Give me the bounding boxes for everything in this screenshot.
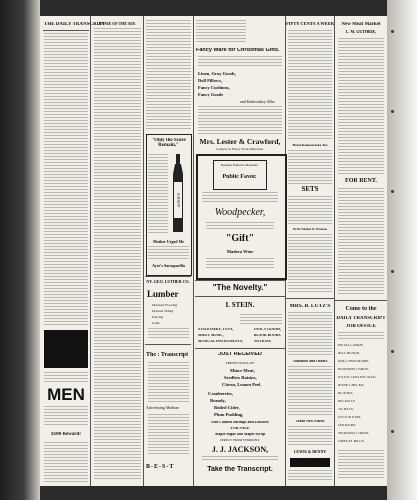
col1-text — [44, 33, 88, 325]
goods-item: Brandy, — [210, 399, 226, 403]
tomatoes-ad: Tomatoes and Others — [292, 360, 328, 363]
job-item: BUSINESS CARDS, — [338, 368, 369, 371]
lutz-ad: MRS. B. LUTZ'S — [289, 304, 331, 309]
job-item: HOTEL CARDS, — [338, 344, 364, 347]
canned-goods: Fine Canned Shrimps and Lobsters — [211, 421, 269, 424]
goods-item: Citron, Lemon Peel, — [222, 383, 262, 387]
men-ad-title: MEN — [47, 386, 85, 403]
paper-masthead: THE DAILY TRANSCRIPT — [44, 22, 105, 27]
tea-ad: Hotel-Kamouraska Tea — [292, 144, 328, 147]
job-item: BILL HEADS, — [338, 352, 360, 355]
best-text: B-E-S-T — [146, 464, 175, 470]
take-transcript: Take the Transcript. — [207, 466, 273, 473]
fancy-item: FANCY GOODS, — [254, 328, 281, 331]
stationery-item: MUSICAL INSTRUMENTS, — [198, 340, 243, 343]
for-sale: FOR SALE — [230, 427, 250, 430]
reward-ad: $100 Reward! — [51, 432, 81, 437]
job-item: RECEIPTS, — [338, 400, 356, 403]
lumber-company: NY. GEO. LUTHER CO. — [146, 280, 190, 284]
guthrie-name: L. M. GUTHRIE, — [345, 30, 377, 34]
lester-crawford: Mrs. Lester & Crawford, — [199, 138, 281, 146]
stein-name: I. STEIN. — [225, 302, 255, 309]
goods-item: Seedless Raisins, — [224, 376, 257, 380]
goods-item: Plum Pudding, — [214, 413, 244, 417]
fresh-stock: FRESH STOCK OF — [225, 362, 255, 365]
goods-item: Boiled Cider, — [214, 406, 240, 410]
cough-cure-ad: CURE COUGH SHILOH'S CURE — [44, 330, 88, 368]
job-item: BANK CHECKS, — [338, 384, 365, 387]
direct-vermont: DIRECT FROM VERMONT. — [220, 439, 260, 442]
goods-item: Cranberries, — [208, 392, 234, 396]
novelty-title: "The Novelty." — [212, 284, 268, 292]
lewis-benny: LEWIS & BENNY — [293, 450, 327, 454]
advertising-medium: Advertising Medium — [146, 406, 180, 410]
newspaper-page — [40, 16, 387, 486]
job-item: WEDDING CARDS, — [338, 432, 369, 435]
ware-item: Linen, Gray Goods, — [198, 72, 237, 76]
meat-market: New Meat Market — [341, 22, 381, 27]
stationery-item: STATIONERY, TOYS, — [198, 328, 234, 331]
book-spine — [0, 0, 40, 500]
col2-heading: ANNIE OF THE SEE — [98, 22, 136, 26]
ayer-caption: Ayer's Sarsaparilla — [152, 264, 185, 268]
transcript-small-ad: The : Transcript — [146, 352, 189, 358]
svg-text:AYER'S: AYER'S — [176, 192, 181, 208]
job-item: HALL PROGRAMS, — [338, 360, 370, 363]
job-item: DODGERS, — [338, 424, 356, 427]
lumber-item: Fencing — [152, 316, 164, 319]
lumber-item: Matched Flooring — [152, 304, 178, 307]
lumber-item: Laths — [152, 322, 160, 325]
just-received: JUST RECEIVED — [218, 352, 262, 357]
madeira-wine: Madera Wine — [226, 250, 254, 254]
embroidery-line: and Embroidery Silks — [240, 100, 275, 104]
gift-title: "Gift" — [225, 234, 255, 244]
public-favor: Public Favor. — [222, 174, 257, 180]
ware-item: Fancy Goods — [198, 93, 224, 97]
goods-item: Mince Meat, — [230, 369, 255, 373]
christmas-gifts-title: Fancy Ware for Christmas Gifts. — [196, 48, 280, 53]
lumber-item: Dressed Siding — [152, 310, 174, 313]
binding-edge — [387, 0, 417, 500]
fifty-cents: FIFTY CENTS A WEEK — [286, 22, 334, 26]
stationery-item: SHEET MUSIC, — [198, 334, 224, 337]
fancy-item: BLANK BOOKS, — [254, 334, 282, 337]
mother-urged-headline: Mother Urged Me — [152, 240, 185, 244]
lumber-title: Lumber — [147, 290, 179, 299]
lester-sub: Leaders in Fancy Work Materials. — [216, 148, 264, 151]
public-favor-small: Regular Patterns Maintain — [221, 164, 258, 167]
job-item: TICKETS, — [338, 408, 354, 411]
maple-sugar: Maple Sugar and Maple Syrup — [214, 433, 266, 436]
hub-ad: "THE HUB." — [290, 458, 330, 467]
for-rent: FOR RENT. — [345, 178, 377, 184]
jackson-name: J. J. JACKSON, — [211, 446, 269, 454]
come-to-the: Come to the — [345, 306, 377, 312]
job-item: BLANKS, — [338, 392, 354, 395]
new-places: Trade New Places — [295, 420, 325, 423]
ware-item: Fancy Cushions, — [198, 86, 230, 90]
job-office: JOB OFFICE — [346, 324, 376, 329]
job-item: INVITATIONS, — [338, 416, 362, 419]
sarsaparilla-bottle-icon — [170, 154, 186, 234]
col2-text — [94, 28, 141, 480]
job-item: STOCK CERTIFICATES, — [338, 376, 376, 379]
sets-ad: SETS — [301, 186, 319, 193]
fancy-item: NOTIONS, — [254, 340, 272, 343]
daily-transcript-ad: DAILY TRANSCRIPT — [336, 316, 386, 321]
job-item: DISPLAY BILLS — [338, 440, 364, 443]
ware-item: Doll Pillows, — [198, 79, 223, 83]
woodpecker-title: Woodpecker, — [214, 208, 266, 218]
pritz-ad: Pritz Nickel & Watson — [293, 228, 327, 231]
score-remain-title: "Only the Score Remain," — [151, 138, 186, 148]
